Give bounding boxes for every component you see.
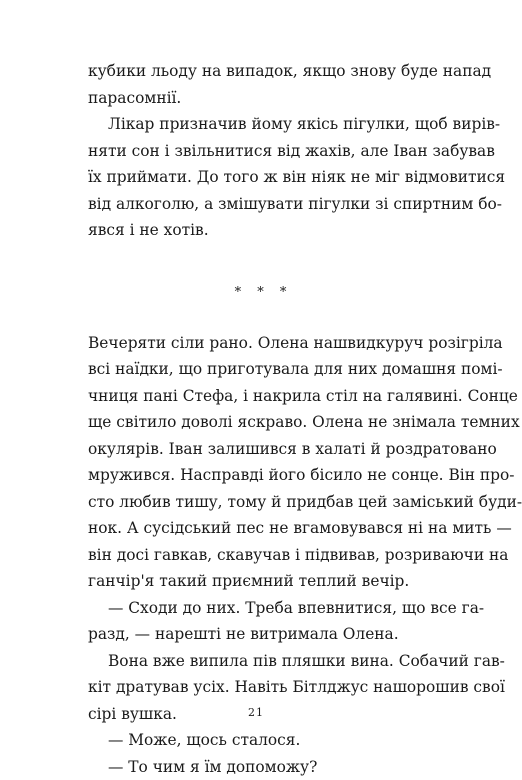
text-line: кіт дратував усіх. Навіть Бітлджус нашорошив свої bbox=[88, 674, 439, 701]
text-line: ще світило доволі яскраво. Олена не знімала темних bbox=[88, 409, 439, 436]
text-line: Вечеряти сіли рано. Олена нашвидкуруч розігріла bbox=[88, 330, 439, 357]
text-line: сто любив тишу, тому й придбав цей заміський буди- bbox=[88, 489, 439, 516]
text-line: парасомнії. bbox=[88, 85, 439, 112]
text-line: він досі гавкав, скавучав і підвивав, розриваючи на bbox=[88, 542, 439, 569]
text-line: — Сходи до них. Треба впевнитися, що все га- bbox=[88, 595, 439, 622]
section-separator: * * * bbox=[88, 280, 439, 306]
text-line: явся і не хотів. bbox=[88, 217, 439, 244]
text-line: чниця пані Стефа, і накрила стіл на галявині. Сонце bbox=[88, 383, 439, 410]
text-line: ганчір'я такий приємний теплий вечір. bbox=[88, 568, 439, 595]
text-line: няти сон і звільнитися від жахів, але Іван забував bbox=[88, 138, 439, 165]
text-line: Вона вже випила пів пляшки вина. Собачий гав- bbox=[88, 648, 439, 675]
text-line: разд, — нарешті не витримала Олена. bbox=[88, 621, 439, 648]
text-line: всі наїдки, що приготувала для них домашня помі- bbox=[88, 356, 439, 383]
text-line: їх приймати. До того ж він ніяк не міг відмовитися bbox=[88, 164, 439, 191]
text-column bbox=[88, 58, 439, 780]
text-line: окулярів. Іван залишився в халаті й роздратовано bbox=[88, 436, 439, 463]
text-line: мружився. Насправді його бісило не сонце. Він про- bbox=[88, 462, 439, 489]
text-line: від алкоголю, а змішувати пігулки зі спиртним бо- bbox=[88, 191, 439, 218]
text-line: кубики льоду на випадок, якщо знову буде напад bbox=[88, 58, 439, 85]
text-line: — То чим я їм допоможу? bbox=[88, 754, 439, 780]
page-number: 21 bbox=[0, 706, 512, 719]
text-line: Лікар призначив йому якісь пігулки, щоб вирів- bbox=[88, 111, 439, 138]
text-line: — Може, щось сталося. bbox=[88, 727, 439, 754]
text-line: сірі вушка. bbox=[88, 701, 439, 728]
text-line: нок. А сусідський пес не вгамовувався ні на мить — bbox=[88, 515, 439, 542]
